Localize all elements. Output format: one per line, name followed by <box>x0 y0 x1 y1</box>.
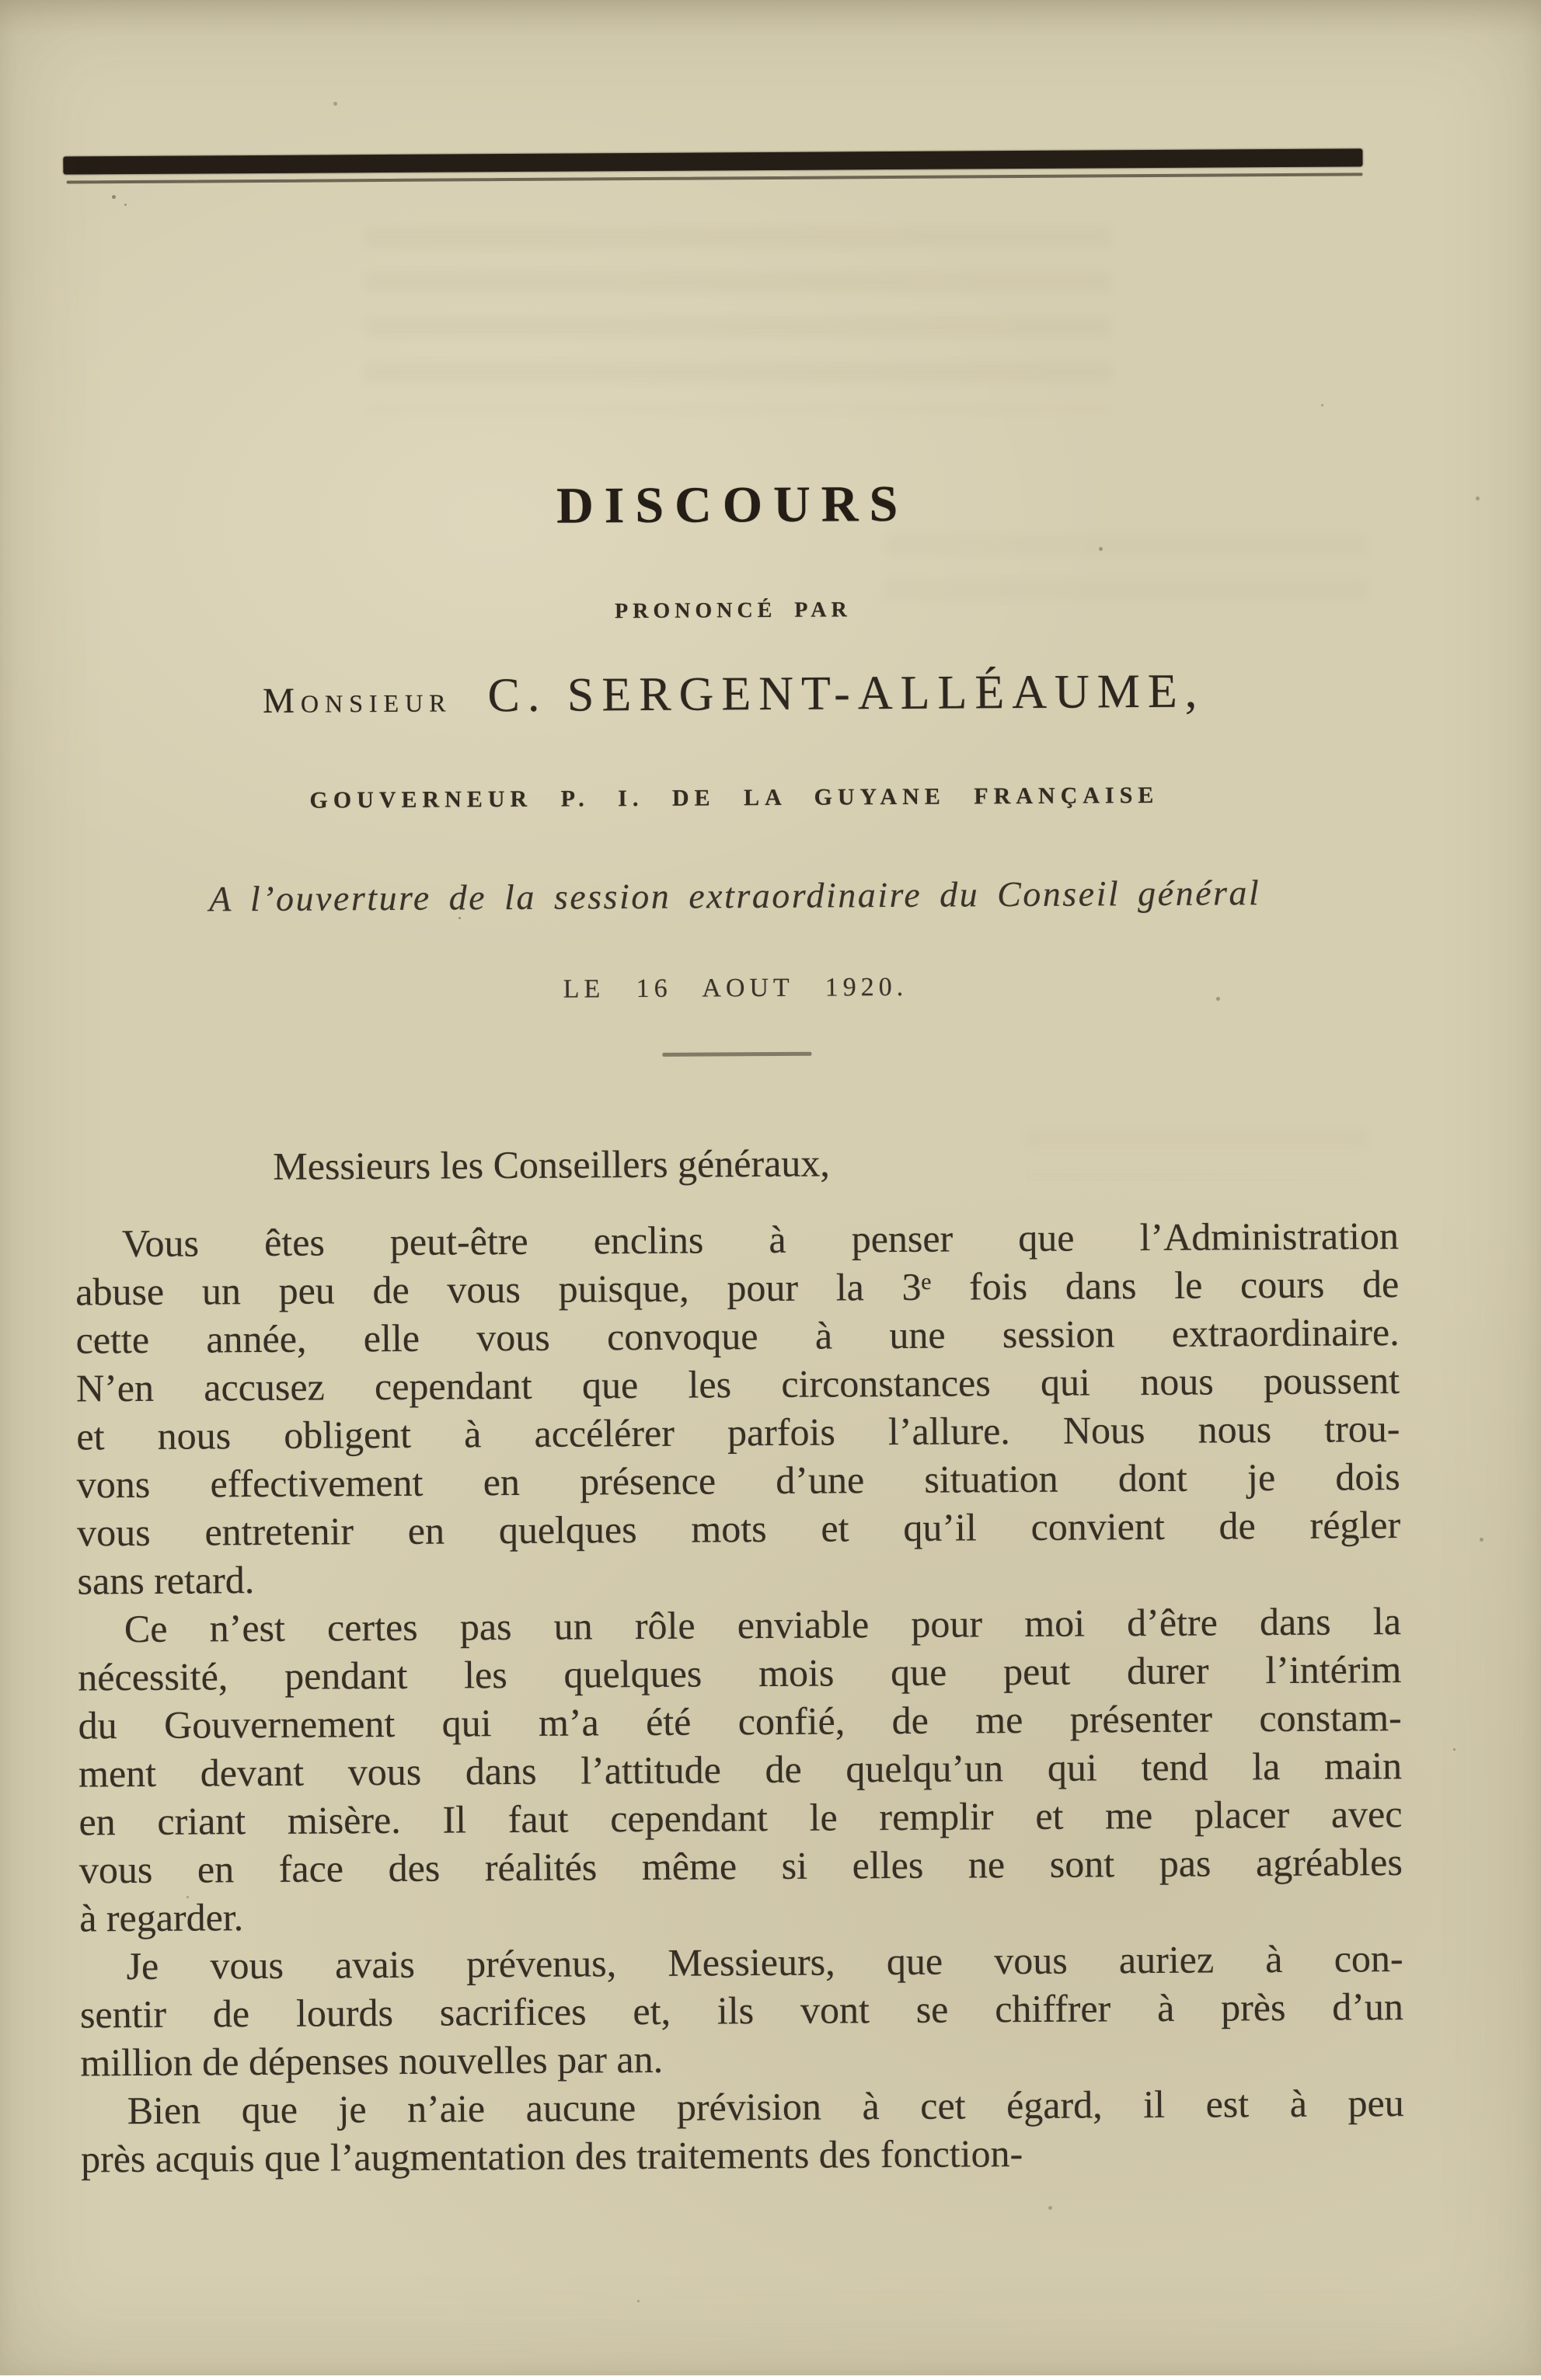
page-title: DISCOURS <box>556 475 909 535</box>
speaker-name: C. SERGENT-ALLÉAUME, <box>487 664 1205 723</box>
speaker-line <box>71 663 1395 726</box>
body-line: près acquis que l’augmentation des traitements des fonction- <box>80 2131 1023 2181</box>
body-line: sentir de lourds sacrifices et, ils vont se chiffrer à près d’un <box>79 1984 1404 2037</box>
body-line: million de dépenses nouvelles par an. <box>80 2037 664 2085</box>
salutation: Messieurs les Conseillers généraux, <box>273 1141 830 1188</box>
section-divider <box>662 1052 811 1057</box>
body-line: Vous êtes peut-être enclins à penser que l’Administration <box>121 1214 1400 1266</box>
body-line: cette année, elle vous convoque à une session extraordinaire. <box>75 1310 1400 1362</box>
body-line: vons effectivement en présence d’une situation dont je dois <box>76 1455 1400 1507</box>
body-line: et nous obligent à accélérer parfois l’allure. Nous nous trou- <box>76 1406 1400 1458</box>
body-line: à regarder. <box>79 1895 244 1940</box>
body-paragraphs <box>75 1211 1405 2183</box>
body-line: nécessité, pendant les quelques mois que peut durer l’intérim <box>78 1647 1402 1699</box>
body-line: Ce n’est certes pas un rôle enviable pour moi d’être dans la <box>124 1599 1402 1651</box>
top-rule-thick <box>63 148 1362 174</box>
body-line: en criant misère. Il faut cependant le remplir et me placer avec <box>78 1792 1403 1844</box>
ink-specks <box>0 0 2 2</box>
occasion-line: A l’ouverture de la session extraordinaire du Conseil général <box>209 873 1261 919</box>
date-line: LE 16 AOUT 1920. <box>563 972 908 1004</box>
body-line: N’en accusez cependant que les circonstances qui nous poussent <box>75 1358 1400 1410</box>
body-line: vous en face des réalités même si elles ne sont pas agréables <box>78 1840 1403 1892</box>
body-line: du Gouvernement qui m’a été confié, de me présenter constam- <box>78 1695 1402 1748</box>
body-line: abuse un peu de vous puisque, pour la 3ᵉ fois dans le cours de <box>75 1262 1400 1314</box>
speaker-role: GOUVERNEUR P. I. DE LA GUYANE FRANÇAISE <box>309 782 1159 814</box>
body-line: ment devant vous dans l’attitude de quelqu’un qui tend la main <box>78 1744 1403 1796</box>
top-rule-thin <box>67 172 1363 183</box>
speaker-prefix: Monsieur <box>262 679 452 720</box>
speech-body <box>75 1135 1404 2183</box>
body-line: Je vous avais prévenus, Messieurs, que vous auriez à con- <box>126 1936 1403 1988</box>
body-line: sans retard. <box>77 1558 255 1603</box>
body-line: Bien que je n’aie aucune prévision à cet égard, il est à peu <box>127 2081 1404 2133</box>
body-line: vous entretenir en quelques mots et qu’il convient de régler <box>77 1503 1401 1555</box>
pronounced-by-label: PRONONCÉ PAR <box>615 598 852 624</box>
